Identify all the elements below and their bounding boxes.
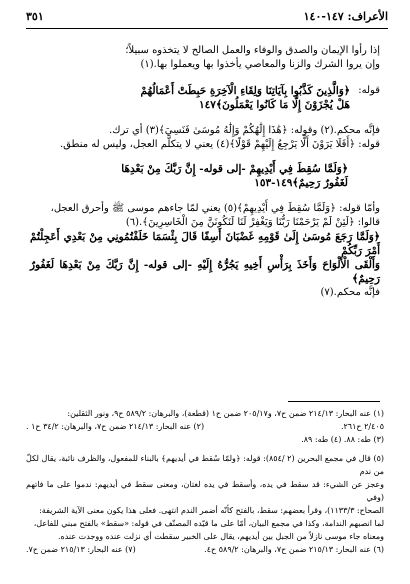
quran-verse: هَلْ يُجْزَوْنَ إِلَّا مَا كَانُوا يَعْمَلُونَ﴾١٤٧ <box>199 99 350 111</box>
footnote: (٢) عنه البحار: ٢١٤/١٣ ضمن ح٧، والبرهان: ٣٤/٢ ح١ . <box>26 422 205 431</box>
text-line: وأمّا قوله: ﴿وَلَمَّا سُقِطَ فِي أَيْدِيهِمْ﴾(٥) يعني لمّا جاءهم موسى ﷺ وأحرق العجل، <box>50 203 380 214</box>
text-line: وإن يروا الشرك والزنا والمعاصي يأخذوا بها ويعملوا بها.(١) <box>140 59 380 70</box>
footnote: الصحاح: ١١٣٣/٣)، وقرأ بعضهم: سقط، بالفتح كأنّه أضمر الندم انتهى. فعلى هذا يكون معنى الآية الشريفة: <box>39 506 384 515</box>
text-line: قوله: ﴿أَفَلَا يَرَوْنَ أَلَّا يَرْجِعُ إِلَيْهِمْ قَوْلًا﴾(٤) يعني لا يتكلَّم العجل، وليس له منطق. <box>60 139 380 150</box>
quran-verse: ﴿وَالَّذِينَ كَذَّبُوا بِآيَاتِنَا وَلِقَاءِ الْآخِرَةِ حَبِطَتْ أَعْمَالُهُمْ <box>140 85 350 97</box>
footnote: (٥) قال في مجمع البحرين (٢ /٨٥٤): قوله: ﴿ولمّا سُقط في أيديهم﴾ بالبناء للمفعول، والظرف نائبة، يقال لكلّ من ندم <box>26 454 385 476</box>
footnote: وعجز عن الشيء: قد سقط في يده، وأسقط في يده لغتان، ومعنى سقط في أيديهم: ندموا على ما فاتهم (وفي <box>26 480 384 502</box>
footnote-divider <box>288 401 380 402</box>
surah-title: الأعراف: ١٤٧-١٤٠ <box>303 9 388 23</box>
quran-verse: ﴿وَلَمَّا رَجَعَ مُوسَىٰ إِلَىٰ قَوْمِهِ غَضْبَانَ أَسِفًا قَالَ بِئْسَمَا خَلَفْتُمُونِي مِنْ بَعْدِي أَعَجِلْتُمْ أَمْرَ رَبِّكُمْ <box>30 231 380 257</box>
verse-intro-label: قوله: <box>358 85 380 96</box>
footnote-row <box>26 543 384 556</box>
footnote: (٧) عنه البحار: ٢١٥/١٣ ضمن ح٧. <box>26 545 136 554</box>
text-line: فإنَّه محكم.(٢) وقوله: ﴿هَٰذَا إِلَٰهُكُمْ وَإِلَٰهُ مُوسَىٰ فَنَسِيَ﴾(٣) أي ترك. <box>109 125 380 136</box>
footnote: (٣) طه: ٨٨. (٤) طه: ٨٩. <box>301 435 384 444</box>
quran-verse: ﴿وَلَمَّا سُقِطَ فِي أَيْدِيهِمْ -إلى قوله- إِنَّ رَبَّكَ مِنْ بَعْدِهَا <box>121 163 348 175</box>
footnote-row <box>26 420 384 433</box>
text-line: فإنَّه محكم.(٧) <box>320 287 380 298</box>
page-header <box>26 8 388 24</box>
header-divider <box>26 28 388 29</box>
quran-verse: وَأَلْقَى الْأَلْوَاحَ وَأَخَذَ بِرَأْسِ أَخِيهِ يَجُرُّهُ إِلَيْهِ -إلى قوله- إِنَّ رَبَّكَ مِنْ بَعْدِهَا لَغَفُورٌ رَحِيمٌ﴾ <box>30 259 380 285</box>
text-line: قالوا: ﴿لَئِنْ لَمْ يَرْحَمْنَا رَبُّنَا وَيَغْفِرْ لَنَا لَنَكُونَنَّ مِنَ الْخَاسِرِينَ﴾.(٦) <box>125 217 380 228</box>
footnote: لما انصبهم الندامة، وكذا في مجمع البيان، أمّا على ما قيّده المصنّف في قوله: «سقط» بالفتح مبني للفاعل، <box>33 519 384 528</box>
quran-verse: لَغَفُورٌ رَحِيمٌ﴾١٤٩-١٥٣ <box>254 177 348 189</box>
verse-block-1 <box>30 84 380 112</box>
footnote: ومعناه جاء موسى نازلاً من الجبل بين أيديهم، يقال على الخبير سقطت أي نزلت عنده ووجدت عنده. <box>58 532 384 541</box>
text-line: إذا رأوا الإيمان والصدق والوفاء والعمل الصالح لا يتخذوه سبيلاً؛ <box>125 45 380 56</box>
footnotes <box>26 407 384 556</box>
footnote: (٦) عنه البحار: ٢١٥/١٣ ضمن ح٧، والبرهان: ٥٨٩/٢ ح٤. <box>204 545 384 554</box>
main-text <box>30 44 380 300</box>
footnote: (١) عنه البحار: ٢١٤/١٣ ضمن ح٧، و٢٠٥/١٧ ضمن ح١ (قطعة)، والبرهان: ٥٨٩/٢ ح٩، ونور الثقلين: <box>67 409 384 418</box>
footnote: ٢/٤٠٥ ح٢٦١. <box>340 422 384 431</box>
verse-block-2 <box>30 162 380 190</box>
page-number: ٣٥١ <box>26 9 44 23</box>
